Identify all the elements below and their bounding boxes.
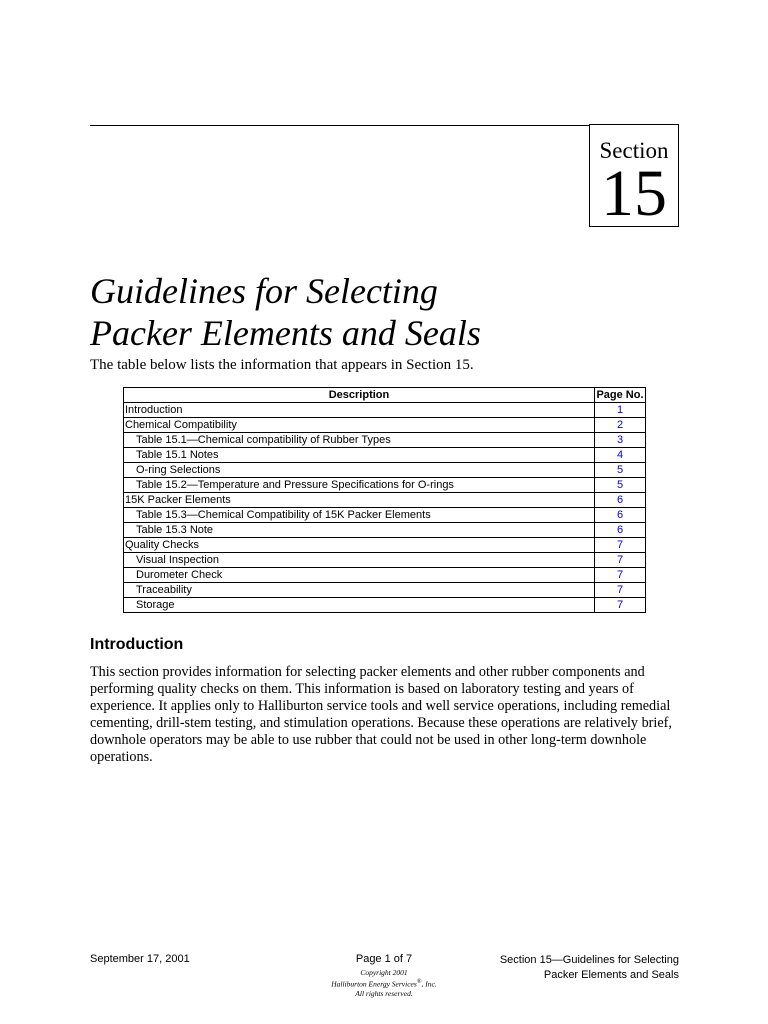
table-row <box>124 463 646 478</box>
table-row <box>124 553 646 568</box>
table-row <box>124 538 646 553</box>
toc-entry-page-link[interactable]: 7 <box>595 568 646 583</box>
toc-entry-page-link[interactable]: 2 <box>595 418 646 433</box>
toc-entry-description: Introduction <box>124 403 595 418</box>
toc-entry-description: Table 15.2—Temperature and Pressure Specifications for O-rings <box>124 478 595 493</box>
page-header: Page No. <box>596 389 644 401</box>
toc-entry-page-link[interactable]: 3 <box>595 433 646 448</box>
toc-entry-description: Table 15.3—Chemical Compatibility of 15K Packer Elements <box>124 508 595 523</box>
copyright-year: Copyright 2001 <box>360 968 408 977</box>
section-label: Section <box>599 138 669 163</box>
toc-entry-description: Visual Inspection <box>124 553 595 568</box>
toc-entry-page-link[interactable]: 6 <box>595 508 646 523</box>
toc-entry-description: Chemical Compatibility <box>124 418 595 433</box>
toc-entry-description: Table 15.1 Notes <box>124 448 595 463</box>
footer-page-number: Page 1 of 7 <box>355 953 413 965</box>
description-header: Description <box>124 388 595 403</box>
copyright-company: Halliburton Energy Services <box>331 979 417 989</box>
table-row <box>124 478 646 493</box>
toc-entry-page-link[interactable]: 5 <box>595 478 646 493</box>
table-row <box>124 523 646 538</box>
toc-entry-description: O-ring Selections <box>124 463 595 478</box>
footer-title-line-1: Section 15—Guidelines for Selecting <box>499 954 679 966</box>
toc-entry-description: Durometer Check <box>124 568 595 583</box>
contents-table <box>123 387 646 613</box>
table-row <box>124 433 646 448</box>
footer-section-title <box>470 953 679 983</box>
toc-entry-page-link[interactable]: 7 <box>595 553 646 568</box>
toc-entry-page-link[interactable]: 1 <box>595 403 646 418</box>
toc-entry-page-link[interactable]: 7 <box>595 598 646 613</box>
toc-entry-description: Table 15.1—Chemical compatibility of Rubber Types <box>124 433 595 448</box>
table-header-row <box>124 388 646 403</box>
section-box <box>589 124 679 230</box>
table-row <box>124 568 646 583</box>
copyright-company-suffix: , Inc. <box>421 979 437 989</box>
page-title <box>90 270 481 354</box>
toc-entry-description: Table 15.3 Note <box>124 523 595 538</box>
registered-mark: ® <box>416 978 422 985</box>
header-rule <box>90 125 590 126</box>
table-row <box>124 583 646 598</box>
table-row <box>124 403 646 418</box>
toc-entry-description: Storage <box>124 598 595 613</box>
table-row <box>124 598 646 613</box>
table-row <box>124 418 646 433</box>
toc-intro: The table below lists the information that appears in Section 15. <box>90 357 474 373</box>
title-line-1: Guidelines for Selecting <box>90 271 438 311</box>
footer-title-line-2: Packer Elements and Seals <box>543 969 679 981</box>
copyright-rights: All rights reserved. <box>355 988 413 998</box>
toc-entry-description: Quality Checks <box>124 538 595 553</box>
toc-entry-page-link[interactable]: 6 <box>595 493 646 508</box>
introduction-heading: Introduction <box>90 636 184 653</box>
title-line-2: Packer Elements and Seals <box>90 313 481 353</box>
table-row <box>124 448 646 463</box>
table-row <box>124 508 646 523</box>
footer-date: September 17, 2001 <box>90 953 190 965</box>
toc-entry-page-link[interactable]: 4 <box>595 448 646 463</box>
toc-entry-page-link[interactable]: 7 <box>595 583 646 598</box>
footer-copyright <box>284 968 484 998</box>
toc-entry-description: Traceability <box>124 583 595 598</box>
toc-entry-page-link[interactable]: 6 <box>595 523 646 538</box>
introduction-body: This section provides information for selecting packer elements and other rubber components and performing quality checks on them. This information is based on laboratory testing and years of experience. It applies only to Halliburton service tools and well service operations, including remedial cementing, drill-stem testing, and stimulation operations. Because these operations are relatively brief, downhole operators may be able to use rubber that could not be used in other long-term downhole operations. <box>90 664 672 765</box>
toc-entry-page-link[interactable]: 5 <box>595 463 646 478</box>
section-number: 15 <box>601 157 667 230</box>
table-row <box>124 493 646 508</box>
toc-entry-page-link[interactable]: 7 <box>595 538 646 553</box>
toc-entry-description: 15K Packer Elements <box>124 493 595 508</box>
